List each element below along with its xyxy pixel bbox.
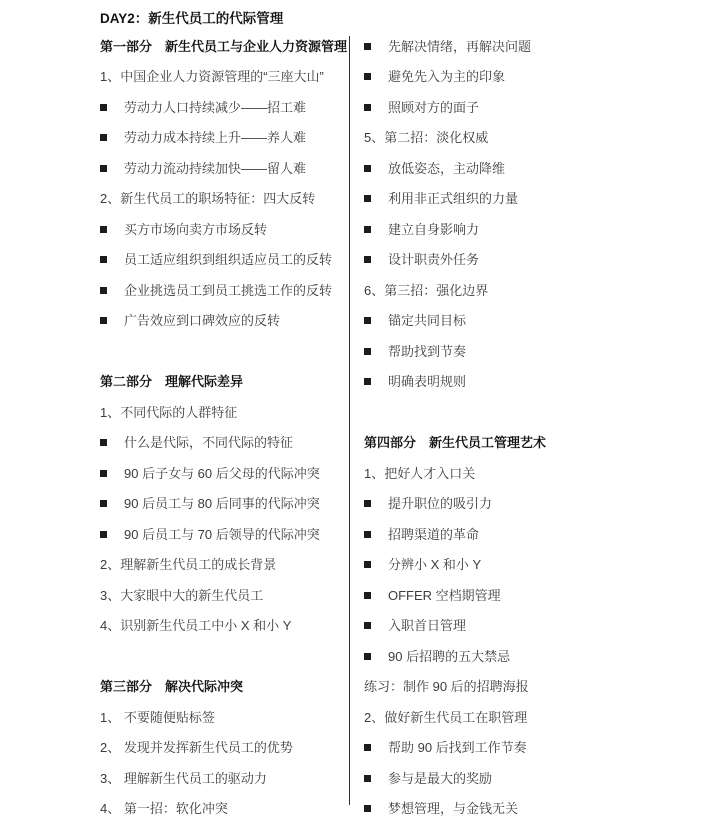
item-text: 90 后员工与 80 后同事的代际冲突 (124, 496, 320, 512)
bullet-square-icon (364, 195, 371, 202)
section-heading: 第一部分 新生代员工与企业人力资源管理 (100, 38, 348, 54)
bullet-square-icon (364, 622, 371, 629)
bullet-square-icon (364, 165, 371, 172)
item-text: 2、做好新生代员工在职管理 (364, 709, 528, 725)
item-text: 1、把好人才入口关 (364, 465, 476, 481)
item-text: 劳动力人口持续减少——招工难 (124, 99, 307, 115)
bullet-item (100, 245, 348, 276)
item-text: 3、 理解新生代员工的驱动力 (100, 770, 267, 786)
bullet-item (100, 458, 348, 489)
numbered-item (100, 611, 348, 642)
item-text: 5、第二招：淡化权威 (364, 130, 489, 146)
bullet-item (100, 519, 348, 550)
item-text: 广告效应到口碑效应的反转 (124, 313, 281, 329)
numbered-item (100, 702, 348, 733)
bullet-square-icon (364, 531, 371, 538)
numbered-item (364, 275, 664, 306)
bullet-square-icon (100, 470, 107, 477)
item-text: 帮助找到节奏 (388, 343, 467, 359)
numbered-item (364, 123, 664, 154)
bullet-item (100, 153, 348, 184)
section-heading: 第二部分 理解代际差异 (100, 374, 244, 390)
item-text: 90 后子女与 60 后父母的代际冲突 (124, 465, 320, 481)
item-text: 什么是代际，不同代际的特征 (124, 435, 294, 451)
item-text: 90 后员工与 70 后领导的代际冲突 (124, 526, 320, 542)
outline-section (364, 428, 664, 825)
bullet-item (364, 214, 664, 245)
bullet-item (100, 306, 348, 337)
item-text: 入职首日管理 (388, 618, 467, 634)
bullet-item (364, 550, 664, 581)
bullet-square-icon (100, 104, 107, 111)
bullet-square-icon (364, 805, 371, 812)
bullet-square-icon (364, 500, 371, 507)
item-text: 招聘渠道的革命 (388, 526, 480, 542)
bullet-square-icon (364, 653, 371, 660)
bullet-item (364, 519, 664, 550)
column-divider (349, 36, 350, 805)
bullet-item (364, 245, 664, 276)
numbered-item (100, 794, 348, 825)
numbered-item (100, 184, 348, 215)
numbered-item (100, 733, 348, 764)
bullet-square-icon (100, 317, 107, 324)
bullet-item (364, 184, 664, 215)
bullet-item (364, 733, 664, 764)
item-text: 锚定共同目标 (388, 313, 467, 329)
item-text: 建立自身影响力 (388, 221, 480, 237)
item-text: 1、不同代际的人群特征 (100, 404, 238, 420)
bullet-item (364, 92, 664, 123)
item-text: 买方市场向卖方市场反转 (124, 221, 268, 237)
numbered-item (100, 62, 348, 93)
bullet-square-icon (364, 378, 371, 385)
bullet-square-icon (364, 348, 371, 355)
item-text: 劳动力成本持续上升——养人难 (124, 130, 307, 146)
item-text: 明确表明规则 (388, 374, 467, 390)
bullet-square-icon (100, 256, 107, 263)
numbered-item (364, 702, 664, 733)
bullet-item (100, 92, 348, 123)
left-column (100, 31, 348, 824)
bullet-item (364, 306, 664, 337)
item-text: 3、大家眼中大的新生代员工 (100, 587, 264, 603)
bullet-item (364, 580, 664, 611)
bullet-square-icon (100, 500, 107, 507)
bullet-square-icon (364, 317, 371, 324)
bullet-square-icon (364, 43, 371, 50)
bullet-square-icon (364, 226, 371, 233)
section-heading: 第四部分 新生代员工管理艺术 (364, 435, 547, 451)
bullet-square-icon (364, 561, 371, 568)
item-text: 帮助 90 后找到工作节奏 (388, 740, 527, 756)
bullet-square-icon (364, 73, 371, 80)
outline-section (100, 672, 348, 825)
item-text: 分辨小 X 和小 Y (388, 557, 482, 573)
section-heading: 第三部分 解决代际冲突 (100, 679, 244, 695)
bullet-item (364, 336, 664, 367)
item-text: 2、 发现并发挥新生代员工的优势 (100, 740, 293, 756)
item-text: 4、 第一招：软化冲突 (100, 801, 228, 817)
bullet-item (100, 214, 348, 245)
bullet-item (364, 62, 664, 93)
item-text: 2、理解新生代员工的成长背景 (100, 557, 277, 573)
item-text: 放低姿态，主动降维 (388, 160, 506, 176)
numbered-item (100, 763, 348, 794)
bullet-item (364, 763, 664, 794)
bullet-item (364, 794, 664, 825)
outline-section (100, 31, 348, 336)
bullet-square-icon (100, 287, 107, 294)
plain-item (364, 672, 664, 703)
numbered-item (100, 580, 348, 611)
outline-section (100, 367, 348, 642)
bullet-item (100, 275, 348, 306)
bullet-item (364, 153, 664, 184)
item-text: 6、第三招：强化边界 (364, 282, 489, 298)
numbered-item (100, 397, 348, 428)
bullet-square-icon (100, 134, 107, 141)
item-text: OFFER 空档期管理 (388, 587, 501, 603)
item-text: 90 后招聘的五大禁忌 (388, 648, 511, 664)
bullet-item (364, 31, 664, 62)
item-text: 提升职位的吸引力 (388, 496, 493, 512)
item-text: 4、识别新生代员工中小 X 和小 Y (100, 618, 292, 634)
bullet-item (364, 611, 664, 642)
numbered-item (364, 458, 664, 489)
item-text: 2、新生代员工的职场特征：四大反转 (100, 191, 316, 207)
bullet-square-icon (364, 592, 371, 599)
bullet-square-icon (100, 165, 107, 172)
item-text: 照顾对方的面子 (388, 99, 480, 115)
item-text: 梦想管理，与金钱无关 (388, 801, 519, 817)
item-text: 先解决情绪，再解决问题 (388, 38, 532, 54)
bullet-square-icon (364, 775, 371, 782)
bullet-item (364, 489, 664, 520)
item-text: 设计职责外任务 (388, 252, 480, 268)
item-text: 练习：制作 90 后的招聘海报 (364, 679, 529, 695)
item-text: 企业挑选员工到员工挑选工作的反转 (124, 282, 333, 298)
outline-section (364, 31, 664, 397)
item-text: 1、中国企业人力资源管理的“三座大山” (100, 69, 324, 85)
bullet-square-icon (364, 256, 371, 263)
bullet-square-icon (100, 531, 107, 538)
item-text: 1、 不要随便贴标签 (100, 709, 215, 725)
item-text: 劳动力流动持续加快——留人难 (124, 160, 307, 176)
bullet-square-icon (100, 226, 107, 233)
bullet-item (364, 367, 664, 398)
bullet-item (364, 641, 664, 672)
page-title: DAY2：新生代员工的代际管理 (100, 11, 284, 26)
numbered-item (100, 550, 348, 581)
item-text: 员工适应组织到组织适应员工的反转 (124, 252, 333, 268)
bullet-item (100, 489, 348, 520)
item-text: 参与是最大的奖励 (388, 770, 493, 786)
bullet-square-icon (364, 744, 371, 751)
bullet-item (100, 123, 348, 154)
right-column (364, 31, 664, 824)
bullet-square-icon (364, 104, 371, 111)
bullet-item (100, 428, 348, 459)
item-text: 避免先入为主的印象 (388, 69, 506, 85)
bullet-square-icon (100, 439, 107, 446)
item-text: 利用非正式组织的力量 (388, 191, 519, 207)
